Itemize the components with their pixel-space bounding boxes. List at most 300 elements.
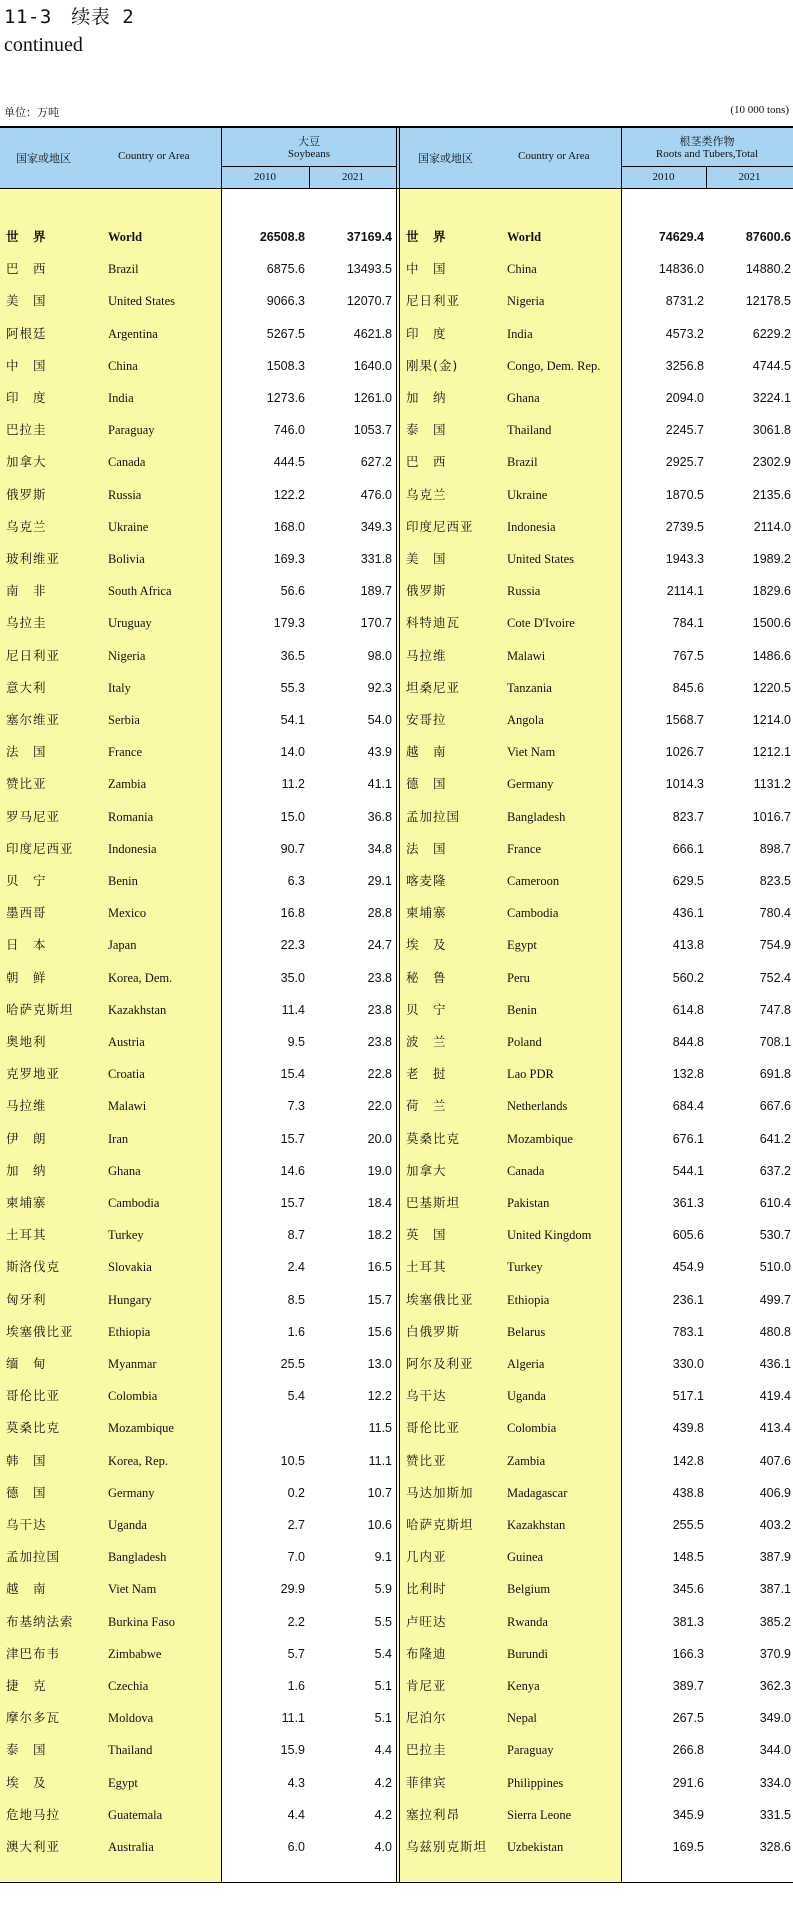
roots-2021: 499.7 [759,1292,791,1307]
table-row [0,1123,793,1155]
soybeans-2010: 746.0 [273,423,305,438]
roots-2010: 666.1 [672,841,704,856]
country-cn: 乌克兰 [6,518,47,534]
country-en: Germany [507,777,554,792]
country-en: Netherlands [507,1099,568,1114]
country-en: Cambodia [108,1196,160,1210]
roots-2010: 2094.0 [665,391,704,405]
country-cn: 贝 宁 [6,873,47,888]
soybeans-2021: 98.0 [367,648,392,663]
country-en: Thailand [507,423,552,438]
country-cn: 卢旺达 [406,1613,447,1629]
soybeans-2021: 1261.0 [353,391,392,405]
country-cn: 南 非 [6,583,47,599]
country-cn: 乌干达 [406,1388,447,1404]
country-cn: 孟加拉国 [406,808,461,824]
country-en: Russia [108,487,142,502]
country-en: Romania [108,809,154,824]
soybeans-2010: 26508.8 [259,230,305,244]
soybeans-2010: 9.5 [287,1035,305,1049]
country-en: Madagascar [507,1485,568,1500]
roots-2010: 345.9 [672,1807,704,1822]
roots-2021: 1214.0 [752,713,791,727]
country-en: South Africa [108,584,172,599]
country-en: Turkey [108,1228,144,1243]
soybeans-2021: 13493.5 [346,262,392,277]
roots-2021: 12178.5 [745,294,791,309]
roots-2021: 708.1 [759,1035,791,1049]
table-row [0,1348,793,1380]
soybeans-2021: 10.6 [367,1518,392,1532]
soybeans-2010: 2.4 [287,1260,305,1275]
header-country-en-right: Country or Area [518,150,590,162]
soybeans-2021: 23.8 [367,1002,392,1017]
country-en: Angola [507,713,544,727]
country-cn: 哥伦比亚 [406,1420,461,1436]
country-en: Czechia [108,1679,149,1693]
country-en: Burkina Faso [108,1614,176,1629]
country-cn: 莫桑比克 [6,1420,61,1436]
country-cn: 捷 克 [6,1678,47,1693]
country-en: Egypt [507,938,537,953]
country-en: Algeria [507,1357,545,1371]
country-en: Belgium [507,1582,551,1597]
soybeans-2010: 1273.6 [266,391,305,405]
table-row [0,414,793,446]
table-row [0,1090,793,1122]
table-row [0,1058,793,1090]
roots-2010: 2114.1 [666,584,704,599]
roots-2021: 530.7 [759,1228,791,1243]
soybeans-2021: 37169.4 [346,230,392,244]
country-en: France [108,745,143,760]
country-en: Brazil [108,262,139,277]
header-roots-en: Roots and Tubers,Total [655,148,759,160]
soybeans-2010: 2.2 [287,1614,305,1629]
roots-2021: 331.5 [759,1807,791,1822]
country-cn: 肯尼亚 [406,1678,447,1693]
country-cn: 危地马拉 [6,1806,61,1822]
country-en: Myanmar [108,1357,157,1371]
country-cn: 缅 甸 [6,1356,47,1371]
soybeans-2010: 6875.6 [266,262,305,277]
country-cn: 喀麦隆 [406,873,447,888]
country-en: United States [108,294,176,309]
table-row [0,994,793,1026]
country-cn: 摩尔多瓦 [6,1710,61,1726]
country-cn: 匈牙利 [6,1291,47,1307]
roots-2021: 510.0 [759,1260,791,1275]
roots-2021: 780.4 [759,906,791,921]
country-cn: 尼泊尔 [406,1710,447,1726]
soybeans-2021: 5.1 [374,1679,392,1693]
roots-2010: 266.8 [672,1743,704,1758]
soybeans-2021: 54.0 [367,713,392,727]
soybeans-2010: 1.6 [287,1679,305,1693]
roots-2021: 1989.2 [752,552,791,566]
country-en: Uruguay [108,616,152,631]
roots-2021: 349.0 [759,1711,791,1726]
country-cn: 埃 及 [406,937,447,953]
country-cn: 越 南 [406,744,447,760]
soybeans-2021: 12.2 [367,1389,392,1404]
soybeans-2010: 56.6 [280,584,305,599]
country-cn: 塞拉利昂 [406,1806,461,1822]
roots-2010: 345.6 [672,1582,704,1597]
country-en: Australia [108,1840,154,1854]
soybeans-2010: 5.7 [287,1646,305,1661]
country-cn: 土耳其 [6,1227,47,1243]
roots-2010: 784.1 [672,616,704,631]
country-cn: 英 国 [406,1227,447,1243]
roots-2021: 1500.6 [752,616,791,631]
country-cn: 乌兹别克斯坦 [406,1839,488,1854]
header-country-en-left: Country or Area [118,150,190,162]
roots-2021: 387.1 [759,1582,791,1597]
soybeans-2021: 12070.7 [346,294,392,309]
soybeans-2021: 5.5 [374,1614,392,1629]
roots-2021: 667.6 [759,1099,791,1114]
page-subtitle: continued [4,34,83,56]
roots-2021: 6229.2 [752,326,791,341]
soybeans-2010: 5267.5 [266,326,305,341]
soybeans-2010: 14.0 [280,745,305,760]
roots-2010: 2925.7 [665,455,704,470]
country-en: Canada [507,1163,545,1178]
soybeans-2021: 36.8 [367,809,392,824]
table-row [0,865,793,897]
country-en: Russia [507,584,541,599]
soybeans-2010: 11.4 [281,1002,305,1017]
soybeans-2010: 25.5 [280,1357,305,1371]
roots-2021: 406.9 [759,1485,791,1500]
soybeans-2010: 7.0 [287,1550,305,1565]
header-roots-year1: 2010 [652,171,675,183]
soybeans-2010: 54.1 [280,713,305,727]
country-cn: 埃 及 [6,1774,47,1790]
table-row [0,1541,793,1573]
country-en: United Kingdom [507,1228,592,1243]
roots-2021: 403.2 [759,1518,791,1532]
soybeans-2010: 168.0 [273,519,305,534]
soybeans-2021: 22.0 [367,1099,392,1114]
table-row [0,318,793,350]
country-cn: 玻利维亚 [6,551,61,566]
country-cn: 尼日利亚 [6,647,61,663]
soybeans-2010: 169.3 [273,552,305,566]
country-cn: 德 国 [6,1484,47,1500]
soybeans-2010: 15.7 [280,1131,305,1146]
soybeans-2010: 36.5 [280,648,305,663]
country-cn: 世 界 [6,229,47,244]
soybeans-2021: 1640.0 [353,358,392,373]
table-row [0,1670,793,1702]
roots-2010: 361.3 [672,1196,704,1210]
country-cn: 刚果(金) [406,357,459,373]
soybeans-2021: 627.2 [360,455,392,470]
roots-2010: 132.8 [672,1067,704,1082]
soybeans-2010: 179.3 [273,616,305,631]
soybeans-2021: 170.7 [360,616,392,631]
country-cn: 克罗地亚 [6,1066,61,1082]
country-cn: 印 度 [6,390,47,405]
country-cn: 印 度 [406,325,447,341]
country-en: Ethiopia [507,1292,550,1307]
country-en: Bolivia [108,552,145,566]
soybeans-2021: 4621.8 [353,326,392,341]
unit-label-cn: 单位：万吨 [4,106,59,119]
roots-2010: 560.2 [672,970,704,985]
soybeans-2010: 122.2 [273,487,305,502]
roots-2021: 823.5 [759,874,791,888]
roots-2021: 752.4 [759,970,791,985]
country-cn: 美 国 [6,293,47,309]
country-cn: 马拉维 [406,647,447,663]
roots-2021: 328.6 [759,1840,791,1854]
soybeans-2021: 23.8 [367,1035,392,1049]
country-en: Ghana [507,391,540,405]
country-cn: 柬埔寨 [6,1195,47,1210]
country-cn: 加拿大 [6,454,47,470]
roots-2021: 2114.0 [753,519,791,534]
roots-2021: 2135.6 [752,487,791,502]
soybeans-2021: 18.2 [367,1228,392,1243]
roots-2010: 1568.7 [665,713,704,727]
roots-2021: 610.4 [759,1196,791,1210]
country-en: Paraguay [108,423,155,438]
table-row [0,640,793,672]
table-row [0,801,793,833]
roots-2010: 783.1 [672,1324,704,1339]
table-bottom-rule [0,1882,793,1883]
table-row [0,1412,793,1444]
country-en: Slovakia [108,1260,152,1275]
country-en: Germany [108,1485,155,1500]
roots-2010: 1870.5 [665,487,704,502]
country-cn: 罗马尼亚 [6,808,61,824]
roots-2021: 1016.7 [752,809,791,824]
soybeans-2021: 24.7 [367,938,392,953]
country-cn: 中 国 [406,261,447,277]
country-en: Mozambique [507,1131,573,1146]
roots-2021: 4744.5 [752,358,791,373]
country-cn: 法 国 [6,744,47,760]
table-row [0,1316,793,1348]
roots-2021: 436.1 [759,1357,791,1371]
roots-2021: 1212.1 [752,745,791,760]
country-cn: 法 国 [406,840,447,856]
table-row [0,350,793,382]
country-en: Bangladesh [507,809,566,824]
country-cn: 俄罗斯 [6,486,47,502]
soybeans-2021: 19.0 [367,1163,392,1178]
country-cn: 韩 国 [6,1452,47,1468]
roots-2021: 87600.6 [745,230,791,244]
country-en: Italy [108,680,131,695]
roots-2021: 1131.2 [753,777,791,792]
country-en: Korea, Rep. [108,1453,169,1468]
country-cn: 坦桑尼亚 [406,679,461,695]
soybeans-2010: 11.1 [281,1711,305,1726]
country-en: Hungary [108,1292,152,1307]
roots-2010: 236.1 [672,1292,704,1307]
soybeans-2010: 15.4 [280,1067,305,1082]
soybeans-2010: 16.8 [280,906,305,921]
roots-2010: 454.9 [672,1260,704,1275]
roots-2010: 823.7 [672,809,704,824]
country-en: Ukraine [108,519,149,534]
soybeans-2021: 4.2 [374,1807,392,1822]
country-en: Rwanda [507,1614,548,1629]
country-en: Mexico [108,906,147,921]
roots-2010: 74629.4 [658,230,704,244]
country-en: France [507,841,542,856]
country-en: Viet Nam [507,745,556,760]
roots-2021: 637.2 [759,1163,791,1178]
country-en: Indonesia [507,519,556,534]
soybeans-2010: 1.6 [287,1324,305,1339]
soybeans-2010: 15.7 [280,1196,305,1210]
country-cn: 安哥拉 [406,712,447,727]
country-en: Tanzania [507,680,552,695]
country-en: Thailand [108,1743,153,1758]
country-en: Burundi [507,1646,548,1661]
roots-2021: 3061.8 [752,423,791,438]
soybeans-2010: 55.3 [280,680,305,695]
country-en: Cameroon [507,874,560,888]
country-cn: 津巴布韦 [6,1645,61,1661]
table-row [0,1638,793,1670]
roots-2010: 330.0 [672,1357,704,1371]
soybeans-2010: 0.2 [287,1485,305,1500]
country-cn: 泰 国 [6,1742,47,1758]
country-en: India [108,391,134,405]
country-cn: 意大利 [6,679,47,695]
country-cn: 加拿大 [406,1162,447,1178]
soybeans-2010: 1508.3 [266,358,305,373]
soybeans-2021: 349.3 [360,519,392,534]
country-en: Belarus [507,1324,546,1339]
soybeans-2021: 4.0 [374,1840,392,1854]
soybeans-2010: 2.7 [287,1518,305,1532]
soybeans-2021: 11.1 [368,1453,392,1468]
country-cn: 乌拉圭 [6,615,47,631]
country-en: Mozambique [108,1421,174,1436]
roots-2010: 684.4 [672,1099,704,1114]
country-cn: 德 国 [406,776,447,792]
table-row [0,1606,793,1638]
table-row [0,1445,793,1477]
country-cn: 尼日利亚 [406,293,461,309]
soybeans-2021: 4.2 [374,1775,392,1790]
roots-2010: 629.5 [672,874,704,888]
table-row [0,479,793,511]
country-cn: 巴 西 [406,454,447,470]
country-cn: 阿根廷 [6,325,47,341]
country-cn: 埃塞俄比亚 [6,1323,74,1339]
roots-2010: 605.6 [672,1228,704,1243]
roots-2021: 1220.5 [752,680,791,695]
soybeans-2010: 14.6 [280,1163,305,1178]
country-cn: 布隆迪 [406,1645,447,1661]
table-row [0,1831,793,1863]
roots-2010: 8731.2 [665,294,704,309]
soybeans-2010: 15.9 [280,1743,305,1758]
roots-2010: 291.6 [672,1775,704,1790]
country-cn: 赞比亚 [406,1452,447,1468]
country-cn: 阿尔及利亚 [406,1356,474,1371]
country-en: Egypt [108,1775,138,1790]
roots-2021: 413.4 [759,1421,791,1436]
table-row [0,607,793,639]
country-cn: 贝 宁 [406,1001,447,1017]
country-cn: 马拉维 [6,1098,47,1114]
table-row [0,929,793,961]
soybeans-2010: 6.0 [287,1840,305,1854]
soybeans-2021: 13.0 [367,1357,392,1371]
table-row [0,253,793,285]
country-cn: 加 纳 [406,390,447,405]
roots-2021: 898.7 [759,841,791,856]
roots-2021: 480.8 [759,1324,791,1339]
unit-label-en: (10 000 tons) [730,104,789,116]
roots-2010: 166.3 [672,1646,704,1661]
country-cn: 印度尼西亚 [6,840,74,856]
country-en: Zambia [108,777,147,792]
soybeans-2010: 29.9 [280,1582,305,1597]
table-row [0,1799,793,1831]
country-en: Korea, Dem. [108,970,173,985]
country-en: World [108,230,143,244]
soybeans-2010: 4.4 [287,1807,305,1822]
soybeans-2021: 9.1 [374,1550,392,1565]
table-row [0,1284,793,1316]
country-en: Cambodia [507,906,559,921]
country-en: Ghana [108,1163,141,1178]
soybeans-2021: 5.9 [374,1582,392,1597]
country-en: Nigeria [507,294,545,309]
table-row [0,736,793,768]
country-cn: 乌干达 [6,1517,47,1532]
soybeans-2021: 18.4 [367,1196,392,1210]
country-cn: 澳大利亚 [6,1839,61,1854]
header-soy-year1: 2010 [254,171,276,183]
soybeans-2021: 15.7 [367,1292,392,1307]
country-en: Cote D'Ivoire [507,616,575,631]
table-row [0,1702,793,1734]
country-en: China [108,358,138,373]
roots-2021: 362.3 [759,1679,791,1693]
country-cn: 墨西哥 [6,905,47,921]
soybeans-2010: 9066.3 [266,294,305,309]
header-country-cn-right: 国家或地区 [418,152,473,165]
country-cn: 土耳其 [406,1259,447,1275]
table-row [0,446,793,478]
header-soy-en: Soybeans [287,148,331,160]
roots-2010: 1026.7 [665,745,704,760]
country-en: Colombia [108,1389,158,1404]
soybeans-2010: 35.0 [280,970,305,985]
table-row [0,1219,793,1251]
country-en: Philippines [507,1775,564,1790]
soybeans-2021: 92.3 [367,680,392,695]
country-en: Paraguay [507,1743,554,1758]
country-en: Argentina [108,326,158,341]
soybeans-2010: 22.3 [280,938,305,953]
country-cn: 莫桑比克 [406,1130,461,1146]
roots-2010: 169.5 [672,1840,704,1854]
country-cn: 乌克兰 [406,486,447,502]
